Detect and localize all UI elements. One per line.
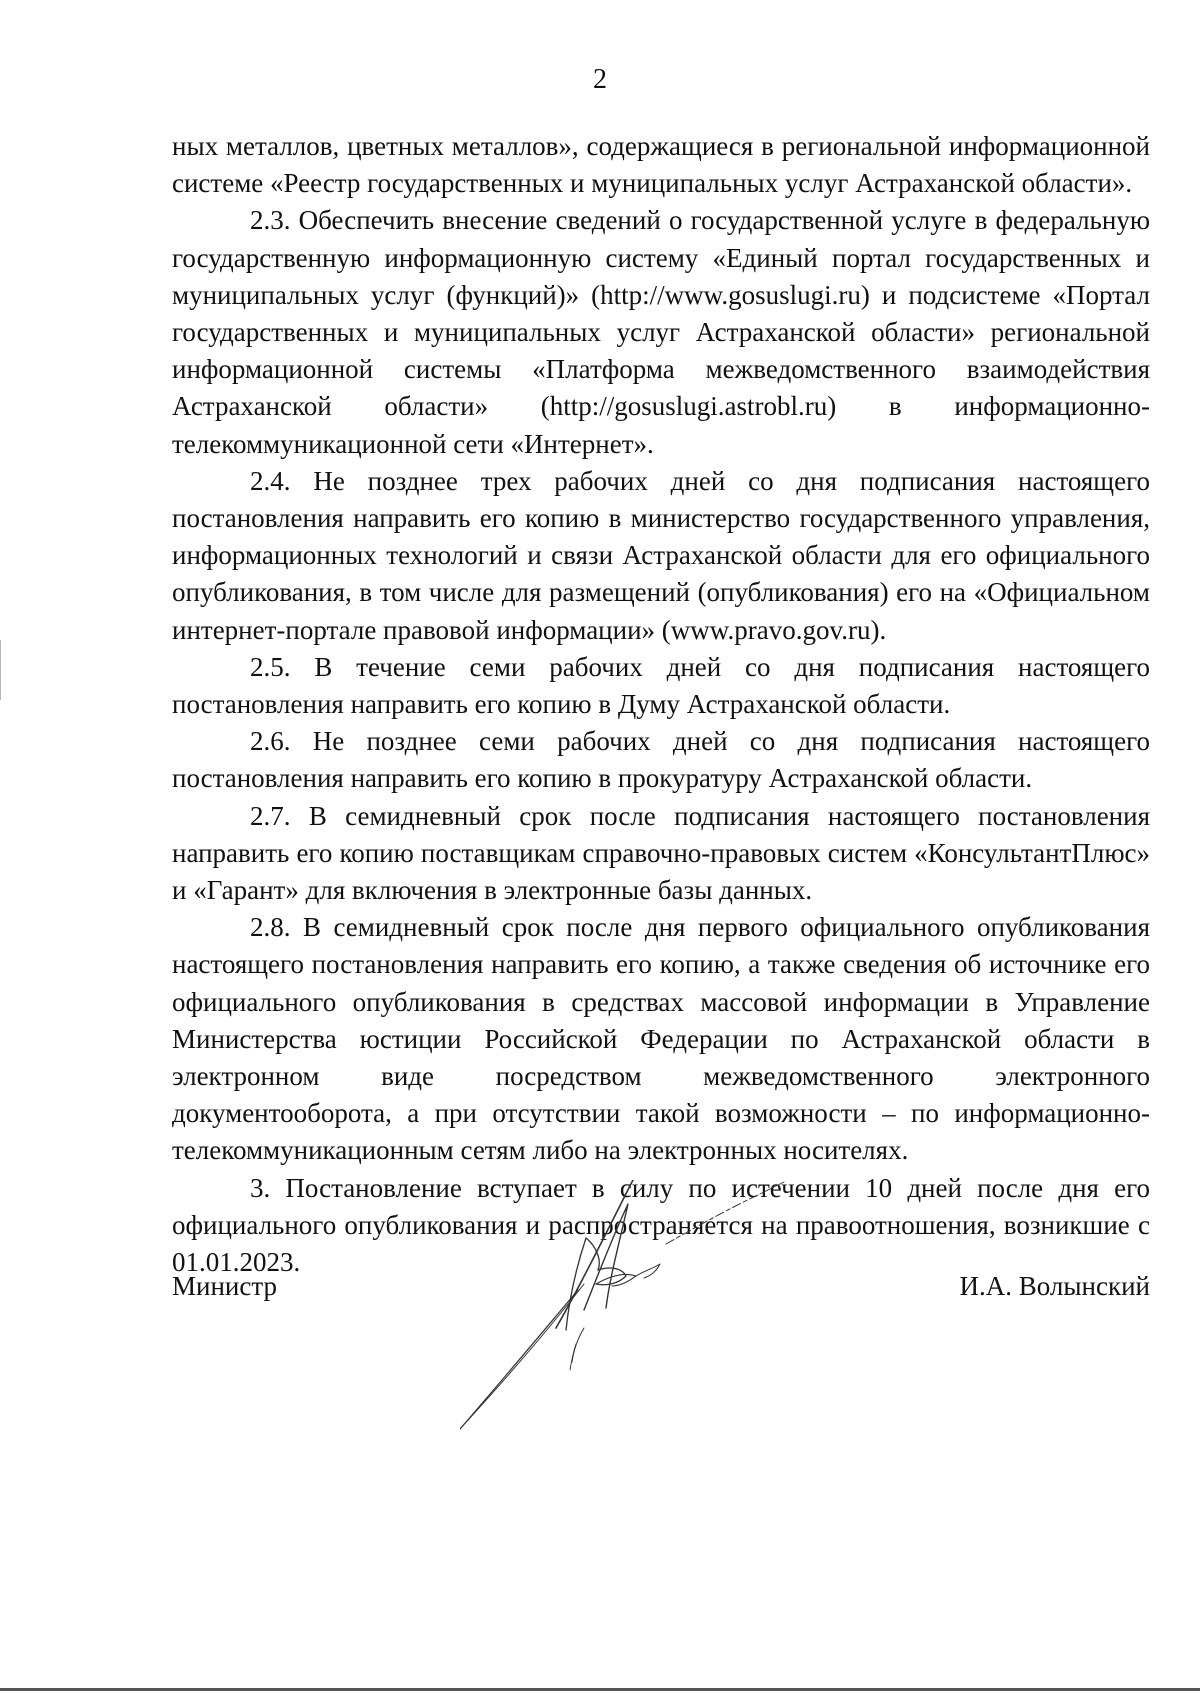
paragraph-2-8: 2.8. В семидневный срок после дня первого официального опубликования настоящего постановления направить его копию, а также сведения об источнике его официального опубликования в средствах массовой информации в Управление Министерства юстиции Российской Федерации по Астраханской области в электронном виде посредством межведомственного электронного документооборота, а при отсутствии такой возможности – по информационно-телекоммуникационным сетям либо на электронных носителях. [172, 912, 1150, 1166]
paragraph-2-7: 2.7. В семидневный срок после подписания настоящего постановления направить его копию поставщикам справочно-правовых систем «КонсультантПлюс» и «Гарант» для включения в электронные базы данных. [172, 800, 1150, 906]
handwritten-signature [460, 1180, 820, 1460]
paragraph-2-4: 2.4. Не позднее трех рабочих дней со дня подписания настоящего постановления направить его копию в министерство государственного управления, информационных технологий и связи Астраханской области для его официального опубликования, в том числе для размещений (опубликования) его на «Официальном интернет-портале правовой информации» (www.pravo.gov.ru). [172, 465, 1150, 645]
scan-edge-mark [0, 640, 1, 700]
paragraph-continuation: ных металлов, цветных металлов», содержащиеся в региональной информационной системе «Реестр государственных и муниципальных услуг Астраханской области». [172, 131, 1150, 199]
signer-title: Министр [172, 1271, 277, 1301]
document-body [172, 128, 1150, 1281]
paragraph-2-5: 2.5. В течение семи рабочих дней со дня подписания настоящего постановления направить его копию в Думу Астраханской области. [172, 651, 1150, 720]
signer-name: И.А. Волынский [959, 1271, 1150, 1301]
paragraph-2-6: 2.6. Не позднее семи рабочих дней со дня подписания настоящего постановления направить его копию в прокуратуру Астраханской области. [172, 726, 1150, 794]
paragraph-2-3: 2.3. Обеспечить внесение сведений о государственной услуге в федеральную государственную информационную систему «Единый портал государственных и муниципальных услуг (функций)» (http://www.gosuslugi.ru) и подсистеме «Портал государственных и муниципальных услуг Астраханской области» региональной информационной системы «Платформа межведомственного взаимодействия Астраханской области» (http://gosuslugi.astrobl.ru) в информационно-телекоммуникационной сети «Интернет». [172, 205, 1150, 459]
paragraph-3: 3. Постановление вступает в силу по истечении 10 дней после дня его официального опубликования и распространяется на правоотношения, возникшие с 01.01.2023. [172, 1172, 1150, 1278]
scan-bottom-edge [0, 1688, 1200, 1691]
page-number: 2 [593, 64, 607, 95]
